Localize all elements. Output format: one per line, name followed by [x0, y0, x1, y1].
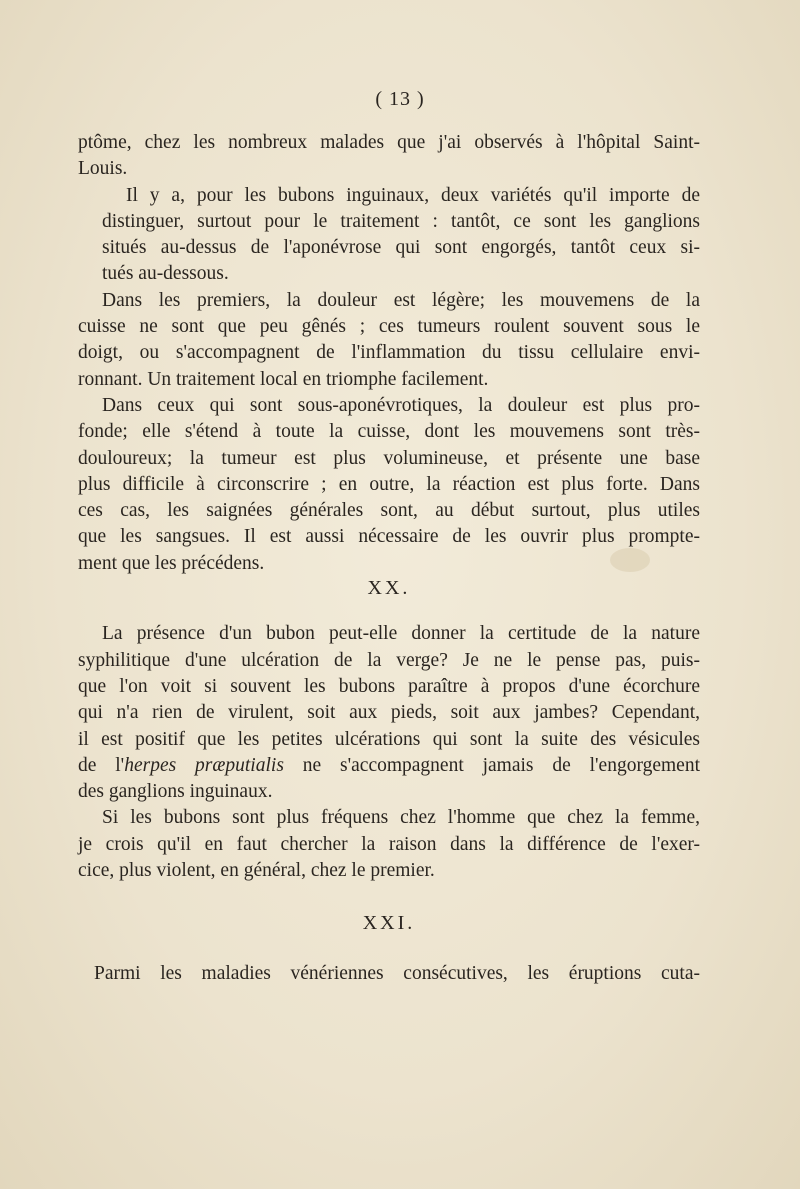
text-fragment: ne s'accompagnent jamais de l'engorgement [283, 754, 700, 776]
paragraph-2 [78, 288, 700, 393]
text-line: il est positif que les petites ulcérations qui sont la suite des vésicules [78, 728, 700, 750]
section-heading-xx: XX. [367, 577, 411, 600]
text-line: douloureux; la tumeur est plus volumineuse, et présente une base [78, 447, 700, 469]
text-line: fonde; elle s'étend à toute la cuisse, dont les mouvemens sont très- [78, 421, 700, 443]
paragraph-0 [78, 130, 700, 183]
paragraph-5 [78, 805, 700, 884]
text-line: Si les bubons sont plus fréquens chez l'homme que chez la femme, [102, 807, 700, 829]
paragraph-1 [78, 183, 700, 288]
paragraph-3 [78, 393, 700, 577]
paragraph-4 [78, 621, 700, 805]
paragraph-6 [78, 961, 700, 987]
text-line: tués au-dessous. [102, 263, 229, 285]
text-line: que les sangsues. Il est aussi nécessaire de les ouvrir plus prompte- [78, 526, 700, 548]
text-fragment: de l' [78, 754, 125, 776]
text-line: ment que les précédens. [78, 552, 265, 574]
text-line [78, 753, 700, 779]
text-line: Dans ceux qui sont sous-aponévrotiques, la douleur est plus pro- [102, 394, 700, 416]
text-line: que l'on voit si souvent les bubons paraître à propos d'une écorchure [78, 675, 700, 697]
text-line: cice, plus violent, en général, chez le premier. [78, 860, 435, 882]
text-line: qui n'a rien de virulent, soit aux pieds, soit aux jambes? Cependant, [78, 702, 700, 724]
section-heading-xxi: XXI. [362, 912, 416, 935]
text-line: ptôme, chez les nombreux malades que j'ai observés à l'hôpital Saint- [78, 132, 700, 153]
text-line: je crois qu'il en faut chercher la raison dans la différence de l'exer- [78, 833, 700, 855]
text-line: ces cas, les saignées générales sont, au début surtout, plus utiles [78, 500, 700, 522]
text-line: situés au-dessus de l'aponévrose qui sont engorgés, tantôt ceux si- [102, 237, 700, 259]
text-line: syphilitique d'une ulcération de la verge? Je ne le pense pas, puis- [78, 649, 700, 671]
text-line: Dans les premiers, la douleur est légère; les mouvemens de la [102, 289, 700, 311]
italic-term: herpes præputialis [124, 754, 284, 776]
text-line: cuisse ne sont que peu gênés ; ces tumeurs roulent souvent sous le [78, 316, 700, 338]
page-number: ( 13 ) [375, 88, 425, 110]
body-text [78, 92, 700, 987]
text-line: ronnant. Un traitement local en triomphe facilement. [78, 368, 489, 390]
text-line: des ganglions inguinaux. [78, 781, 273, 803]
text-line: La présence d'un bubon peut-elle donner la certitude de la nature [102, 623, 700, 645]
text-line: Il y a, pour les bubons inguinaux, deux variétés qu'il importe de [126, 184, 700, 206]
text-line: Louis. [78, 158, 128, 180]
text-line: distinguer, surtout pour le traitement : tantôt, ce sont les ganglions [102, 210, 700, 232]
text-line: Parmi les maladies vénériennes consécutives, les éruptions cuta- [94, 962, 700, 984]
text-line: doigt, ou s'accompagnent de l'inflammation du tissu cellulaire envi- [78, 342, 700, 364]
text-line: plus difficile à circonscrire ; en outre, la réaction est plus forte. Dans [78, 473, 700, 495]
